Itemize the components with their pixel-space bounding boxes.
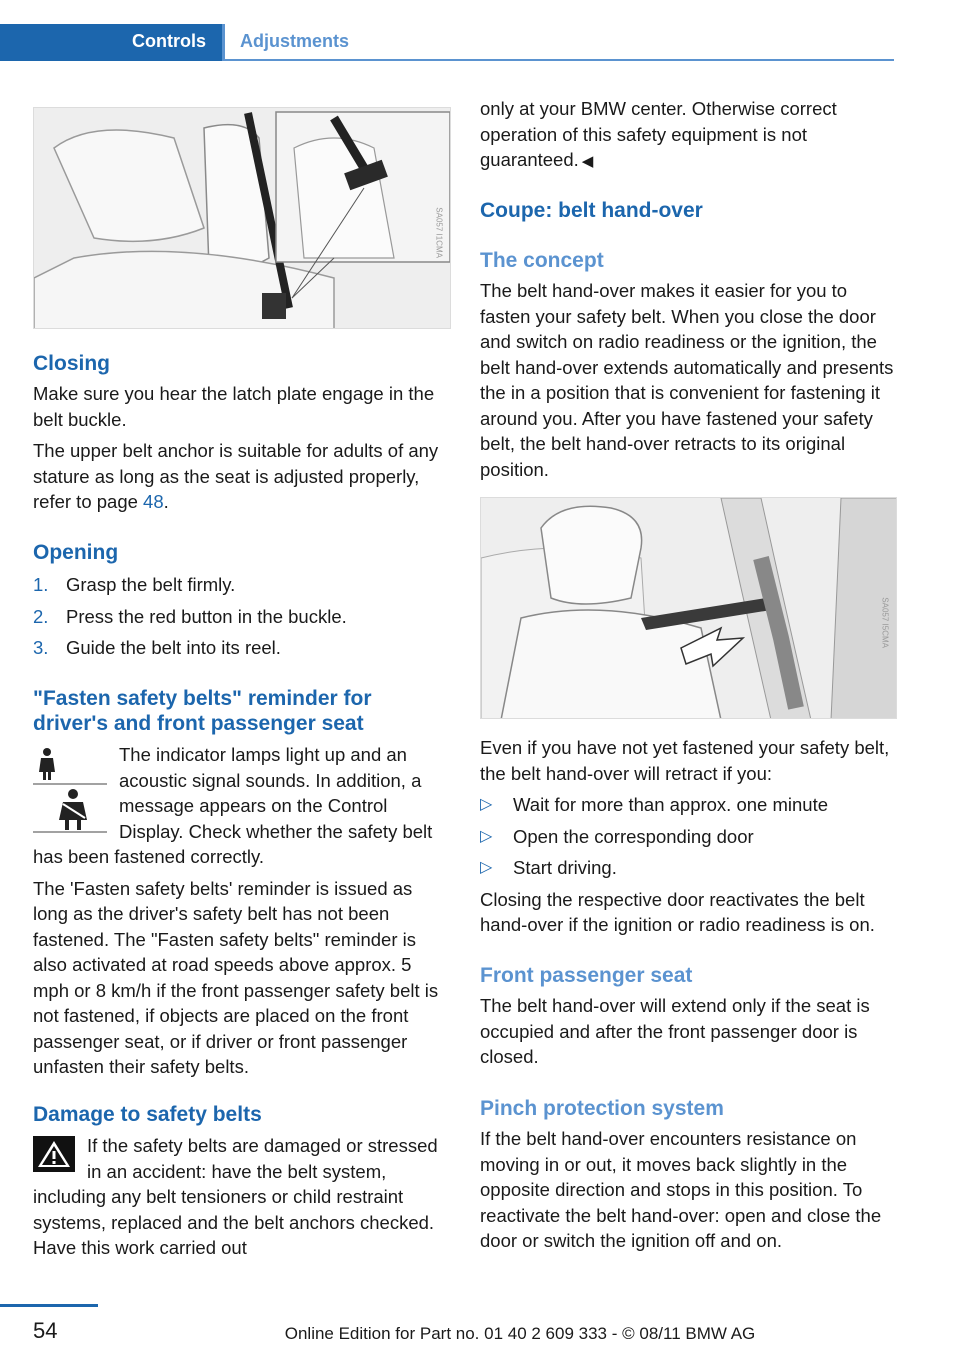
tab-divider <box>222 24 225 61</box>
reminder-body <box>33 742 451 1080</box>
pinch-para: If the belt hand-over encounters resistance on moving in or out, it moves back slightly in the opposite direction and stops in this position. To reactivate the belt hand-over: open and close the door or switch the ignition off and on. <box>480 1128 882 1251</box>
concept-heading: The concept <box>480 249 604 272</box>
bullet-text: Wait for more than approx. one minute <box>513 794 828 815</box>
page-number: 54 <box>33 1318 58 1343</box>
belt-handover-illustration <box>480 497 897 719</box>
reminder-section <box>33 686 451 1080</box>
closing-para-2 <box>33 438 451 515</box>
list-item <box>480 824 896 850</box>
bullet-triangle-icon: ▷ <box>480 827 493 845</box>
end-mark-icon: ◀ <box>581 153 594 170</box>
step-text: Press the red button in the buckle. <box>66 605 347 627</box>
belt-indicator-icons <box>33 744 107 841</box>
closing-para-1: Make sure you hear the latch plate engage in the belt buckle. <box>33 383 435 430</box>
figure-code: SA057 I5CMA <box>881 597 890 648</box>
reminder-para-2: The 'Fasten safety belts' reminder is issued as long as the driver's safety belt has not been fastened. The "Fasten safety belts" reminder is also activated at road speeds above approx. 5 mph or 8 km/h if the front passenger safety belt is not fastened, if objects are placed on the front passenger seat, or if driver or front passenger unfasten their safety belts. <box>33 877 439 1077</box>
closing-para-2-text: The upper belt anchor is suitable for adults of any stature as long as the seat is adjusted properly, refer to page <box>33 440 439 512</box>
opening-section <box>33 540 451 667</box>
list-item <box>33 572 451 598</box>
retract-list <box>480 792 896 881</box>
page-48-link[interactable]: 48 <box>143 491 164 512</box>
step-number: 3. <box>33 637 49 658</box>
seatbelt-warning-icon <box>33 744 107 834</box>
front-passenger-para: The belt hand-over will extend only if the seat is occupied and after the front passenger door is closed. <box>480 995 870 1067</box>
opening-steps <box>33 572 451 661</box>
reminder-heading: "Fasten safety belts" reminder for driver's and front passenger seat <box>33 687 372 735</box>
damage-para-1: If the safety belts are damaged or stressed in an accident: have the belt system, including any belt tensioners or child restraint systems, replaced and the belt anchors checked. Have this work carried out <box>33 1135 438 1258</box>
continued-text: only at your BMW center. Otherwise correct operation of this safety equipment is not guaranteed. <box>480 98 837 170</box>
damage-heading: Damage to safety belts <box>33 1103 262 1126</box>
damage-body <box>33 1133 451 1261</box>
bullet-triangle-icon: ▷ <box>480 859 493 876</box>
retract-section <box>480 735 896 938</box>
coupe-heading: Coupe: belt hand-over <box>480 199 703 222</box>
front-passenger-section <box>480 963 896 1070</box>
concept-para: The belt hand-over makes it easier for you to fasten your safety belt. When you close the door and switch on radio readiness or the ignition, the belt hand-over extends automatically and presents the in a position that is convenient for fastening it around you. After you have fastened your safety belt, the belt hand-over retracts to its original position. <box>480 280 894 480</box>
retract-para-1: Even if you have not yet fastened your safety belt, the belt hand-over will retract if you: <box>480 737 890 784</box>
list-item <box>480 792 896 818</box>
figure-code: SA057 I1CMA <box>435 207 444 258</box>
damage-section <box>33 1102 451 1261</box>
seat-drawing <box>34 108 451 329</box>
closing-para-2-end: . <box>163 491 169 512</box>
reminder-para-1: The indicator lamps light up and an acoustic signal sounds. In addition, a message appears on the Control Display. Check whether the safety belt has been fastened correctly. <box>33 744 433 867</box>
retract-para-2: Closing the respective door reactivates the belt hand-over if the ignition or radio readiness is on. <box>480 888 875 935</box>
step-text: Guide the belt into its reel. <box>66 637 281 658</box>
pinch-heading: Pinch protection system <box>480 1097 724 1120</box>
tab-adjustments[interactable]: Adjustments <box>222 24 894 61</box>
tab-controls[interactable]: Controls <box>0 24 222 61</box>
closing-section <box>33 351 451 515</box>
concept-section <box>480 248 896 482</box>
handover-drawing <box>481 498 897 719</box>
step-number: 1. <box>33 574 49 595</box>
front-passenger-heading: Front passenger seat <box>480 964 693 987</box>
step-text: Grasp the belt firmly. <box>66 574 236 595</box>
bullet-text: Start driving. <box>513 857 617 878</box>
list-item <box>480 855 896 881</box>
list-item <box>33 635 451 661</box>
warning-triangle-icon <box>33 1136 75 1172</box>
footer-rule <box>0 1304 98 1307</box>
closing-heading: Closing <box>33 352 110 375</box>
pinch-section <box>480 1096 896 1254</box>
warning-icon-box <box>33 1136 75 1179</box>
seat-belt-illustration <box>33 107 451 329</box>
opening-heading: Opening <box>33 541 119 564</box>
page-header <box>0 0 960 62</box>
continued-para <box>480 96 896 175</box>
bullet-text: Open the corresponding door <box>513 825 754 847</box>
step-number: 2. <box>33 605 49 627</box>
list-item <box>33 604 451 630</box>
bullet-triangle-icon: ▷ <box>480 796 493 813</box>
edition-footer: Online Edition for Part no. 01 40 2 609 333 - © 08/11 BMW AG <box>284 1324 756 1343</box>
